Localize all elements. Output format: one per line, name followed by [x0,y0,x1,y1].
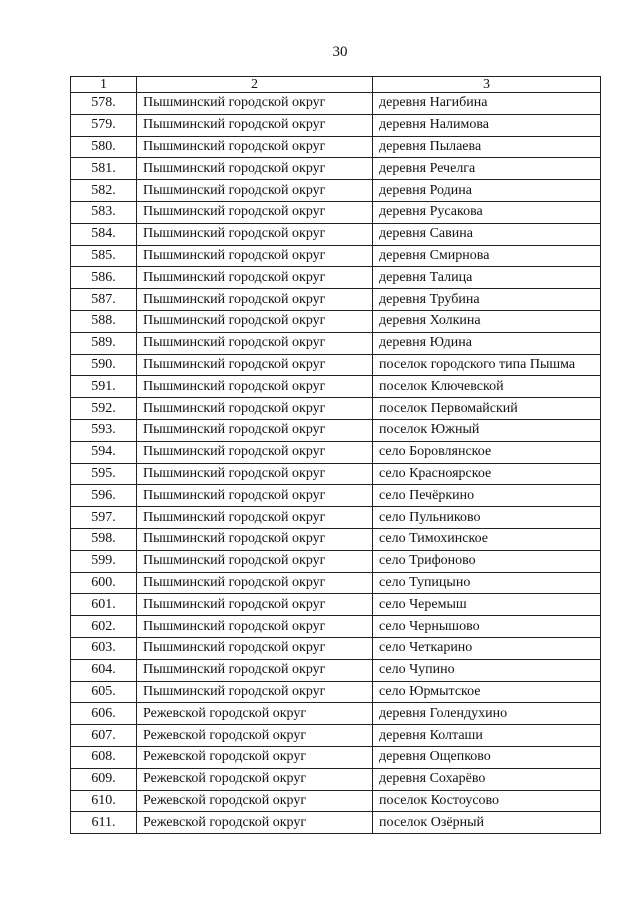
table-row [71,659,601,681]
table-row [71,725,601,747]
district-name: Пышминский городской округ [137,158,373,180]
settlement-name: деревня Савина [373,223,601,245]
table-row [71,223,601,245]
table-row [71,768,601,790]
district-name: Режевской городской округ [137,703,373,725]
settlement-name: село Пульниково [373,507,601,529]
district-name: Пышминский городской округ [137,376,373,398]
district-name: Пышминский городской округ [137,659,373,681]
district-name: Пышминский городской округ [137,485,373,507]
settlement-name: село Черемыш [373,594,601,616]
column-header-3: 3 [373,77,601,93]
district-name: Пышминский городской округ [137,550,373,572]
row-number: 590. [71,354,137,376]
table-header [71,77,601,93]
district-name: Пышминский городской округ [137,136,373,158]
district-name: Режевской городской округ [137,746,373,768]
table-row [71,550,601,572]
settlement-name: деревня Колташи [373,725,601,747]
table-row [71,616,601,638]
table-row [71,354,601,376]
district-name: Пышминский городской округ [137,637,373,659]
table-row [71,790,601,812]
row-number: 602. [71,616,137,638]
settlement-name: село Трифоново [373,550,601,572]
table-row [71,746,601,768]
row-number: 605. [71,681,137,703]
settlement-name: деревня Сохарёво [373,768,601,790]
district-name: Пышминский городской округ [137,528,373,550]
row-number: 604. [71,659,137,681]
district-name: Пышминский городской округ [137,616,373,638]
settlement-name: деревня Нагибина [373,93,601,115]
row-number: 600. [71,572,137,594]
settlement-name: село Четкарино [373,637,601,659]
row-number: 599. [71,550,137,572]
table-row [71,93,601,115]
settlement-name: поселок городского типа Пышма [373,354,601,376]
district-name: Режевской городской округ [137,812,373,834]
district-name: Пышминский городской округ [137,223,373,245]
settlement-name: село Боровлянское [373,441,601,463]
table-row [71,180,601,202]
settlement-name: поселок Ключевской [373,376,601,398]
row-number: 579. [71,114,137,136]
district-name: Пышминский городской округ [137,572,373,594]
row-number: 584. [71,223,137,245]
district-name: Пышминский городской округ [137,594,373,616]
settlement-name: деревня Талица [373,267,601,289]
district-name: Режевской городской округ [137,725,373,747]
district-name: Пышминский городской округ [137,201,373,223]
row-number: 594. [71,441,137,463]
district-name: Пышминский городской округ [137,354,373,376]
settlement-name: село Чернышово [373,616,601,638]
column-header-2: 2 [137,77,373,93]
settlement-name: деревня Родина [373,180,601,202]
table-row [71,376,601,398]
row-number: 588. [71,310,137,332]
settlement-name: деревня Смирнова [373,245,601,267]
settlement-name: поселок Южный [373,419,601,441]
row-number: 606. [71,703,137,725]
row-number: 596. [71,485,137,507]
district-name: Пышминский городской округ [137,507,373,529]
table-body [71,93,601,834]
table-row [71,398,601,420]
row-number: 587. [71,289,137,311]
table-row [71,267,601,289]
settlement-name: деревня Налимова [373,114,601,136]
district-name: Пышминский городской округ [137,398,373,420]
settlement-name: село Тимохинское [373,528,601,550]
row-number: 592. [71,398,137,420]
district-name: Пышминский городской округ [137,114,373,136]
row-number: 595. [71,463,137,485]
table-row [71,441,601,463]
settlement-name: деревня Холкина [373,310,601,332]
row-number: 601. [71,594,137,616]
settlement-name: деревня Русакова [373,201,601,223]
row-number: 581. [71,158,137,180]
table-row [71,310,601,332]
page-number: 30 [332,44,348,60]
row-number: 593. [71,419,137,441]
row-number: 597. [71,507,137,529]
settlement-name: село Юрмытское [373,681,601,703]
settlement-name: деревня Трубина [373,289,601,311]
district-name: Пышминский городской округ [137,267,373,289]
table-row [71,245,601,267]
column-header-1: 1 [71,77,137,93]
table-row [71,507,601,529]
district-name: Пышминский городской округ [137,289,373,311]
table-row [71,637,601,659]
row-number: 589. [71,332,137,354]
settlement-name: деревня Голендухино [373,703,601,725]
table-row [71,136,601,158]
row-number: 591. [71,376,137,398]
row-number: 603. [71,637,137,659]
table-row [71,485,601,507]
row-number: 578. [71,93,137,115]
settlement-name: деревня Речелга [373,158,601,180]
table-row [71,594,601,616]
settlement-name: село Красноярское [373,463,601,485]
district-name: Пышминский городской округ [137,180,373,202]
table-row [71,419,601,441]
district-name: Пышминский городской округ [137,332,373,354]
row-number: 609. [71,768,137,790]
settlement-name: село Печёркино [373,485,601,507]
table-row [71,463,601,485]
table-row [71,114,601,136]
row-number: 598. [71,528,137,550]
table-row [71,812,601,834]
district-name: Пышминский городской округ [137,310,373,332]
settlement-name: поселок Первомайский [373,398,601,420]
row-number: 607. [71,725,137,747]
table-row [71,681,601,703]
table-row [71,289,601,311]
settlement-name: деревня Ощепково [373,746,601,768]
settlement-name: поселок Костоусово [373,790,601,812]
district-name: Пышминский городской округ [137,463,373,485]
table-row [71,158,601,180]
table-row [71,572,601,594]
district-name: Пышминский городской округ [137,419,373,441]
settlement-name: поселок Озёрный [373,812,601,834]
row-number: 608. [71,746,137,768]
district-name: Режевской городской округ [137,768,373,790]
settlement-name: село Тупицыно [373,572,601,594]
row-number: 580. [71,136,137,158]
table-row [71,703,601,725]
district-name: Пышминский городской округ [137,681,373,703]
table-header-row [71,77,601,93]
district-name: Режевской городской округ [137,790,373,812]
row-number: 582. [71,180,137,202]
table-row [71,528,601,550]
settlement-name: деревня Юдина [373,332,601,354]
district-name: Пышминский городской округ [137,245,373,267]
row-number: 585. [71,245,137,267]
table-row [71,201,601,223]
settlements-table [70,76,601,834]
row-number: 583. [71,201,137,223]
district-name: Пышминский городской округ [137,93,373,115]
settlement-name: село Чупино [373,659,601,681]
district-name: Пышминский городской округ [137,441,373,463]
settlement-name: деревня Пылаева [373,136,601,158]
row-number: 586. [71,267,137,289]
table-row [71,332,601,354]
row-number: 610. [71,790,137,812]
row-number: 611. [71,812,137,834]
